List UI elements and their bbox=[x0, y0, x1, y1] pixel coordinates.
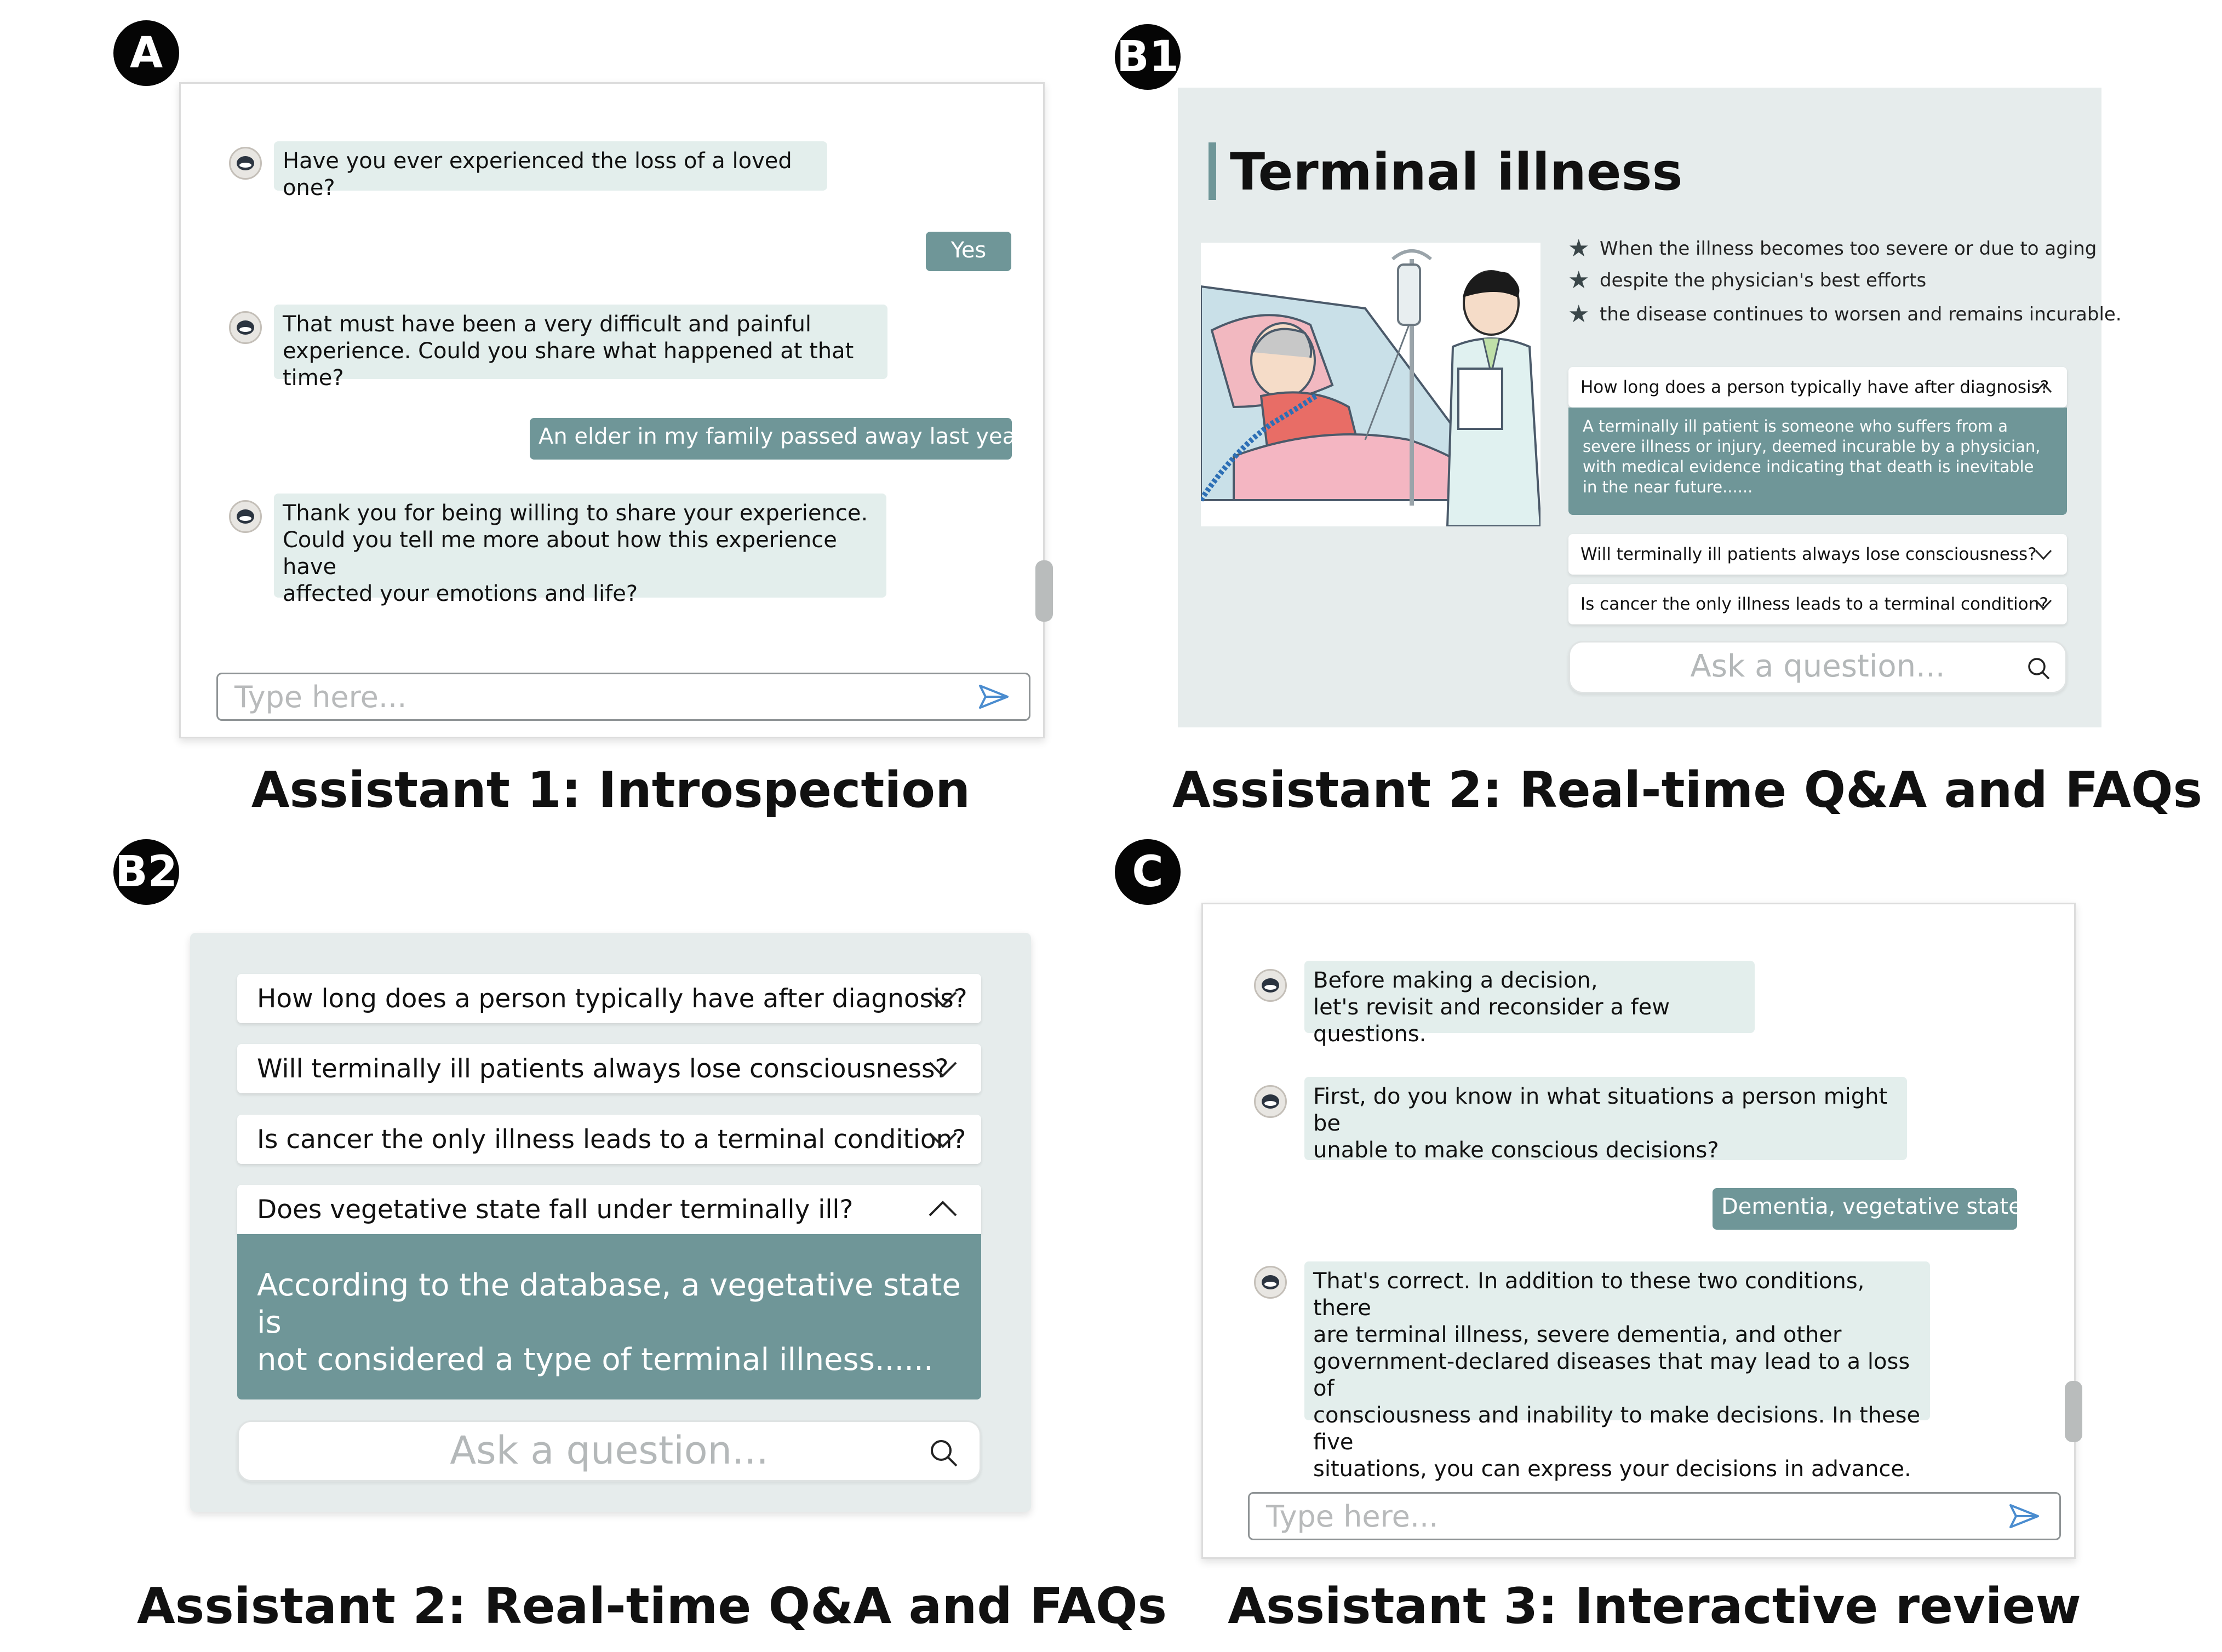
chat-input[interactable] bbox=[1248, 1492, 2061, 1540]
faq-question[interactable] bbox=[237, 1185, 981, 1234]
faq-question[interactable] bbox=[1568, 584, 2067, 624]
faq-question[interactable] bbox=[1568, 534, 2067, 575]
ask-question-placeholder: Ask a question... bbox=[1690, 649, 1945, 684]
panel-label-b1: B1 bbox=[1115, 24, 1181, 90]
ask-question-input[interactable] bbox=[1568, 641, 2067, 693]
assistant-message: First, do you know in what situations a person might be unable to make conscious decisions? bbox=[1304, 1077, 1907, 1160]
caption-assistant-1: Assistant 1: Introspection bbox=[251, 761, 971, 819]
page-title: Terminal illness bbox=[1230, 142, 1683, 202]
send-icon[interactable] bbox=[978, 682, 1010, 711]
review-chat-window bbox=[1201, 903, 2076, 1559]
chat-scrollbar[interactable] bbox=[2065, 1381, 2082, 1442]
chevron-down-icon bbox=[2034, 599, 2053, 611]
assistant-avatar bbox=[1254, 1266, 1287, 1299]
faq-answer: According to the database, a vegetative state is not considered a type of terminal illness...... bbox=[237, 1234, 981, 1399]
faq-question-label: Is cancer the only illness leads to a terminal condition? bbox=[257, 1124, 966, 1155]
faq-question-label: Will terminally ill patients always lose consciousness? bbox=[1580, 544, 2037, 564]
panel-label-a: A bbox=[113, 20, 179, 86]
chevron-down-icon bbox=[927, 990, 958, 1008]
chat-input-placeholder: Type here... bbox=[1266, 1499, 1439, 1534]
user-message: Dementia, vegetative state bbox=[1713, 1188, 2017, 1230]
faq-question-label: Does vegetative state fall under terminally ill? bbox=[257, 1194, 854, 1225]
ask-question-placeholder: Ask a question... bbox=[450, 1428, 769, 1473]
chevron-down-icon bbox=[927, 1060, 958, 1078]
assistant-message: That's correct. In addition to these two conditions, there are terminal illness, severe dementia, and other government-declared diseases that may lead to a loss of consciousness and inability to make decisions. In these five situations, you can express your decisions in advance. bbox=[1304, 1261, 1930, 1420]
chat-scrollbar[interactable] bbox=[1035, 560, 1053, 622]
faq-question[interactable] bbox=[237, 974, 981, 1023]
caption-assistant-3: Assistant 3: Interactive review bbox=[1228, 1578, 2081, 1635]
chevron-down-icon bbox=[2034, 549, 2053, 561]
faq-question[interactable] bbox=[237, 1044, 981, 1093]
assistant-message: Thank you for being willing to share your experience. Could you tell me more about how this experience have affected your emotions and life? bbox=[274, 494, 886, 598]
assistant-avatar bbox=[229, 147, 262, 180]
assistant-avatar bbox=[1254, 1085, 1287, 1118]
star-icon: ★ bbox=[1568, 300, 1590, 328]
search-icon[interactable] bbox=[929, 1438, 959, 1468]
faq-panel bbox=[190, 933, 1031, 1512]
panel-label-c: C bbox=[1115, 839, 1181, 905]
hospital-bed-illustration bbox=[1201, 243, 1540, 526]
user-message: Yes bbox=[926, 232, 1011, 271]
faq-question-label: How long does a person typically have after diagnosis? bbox=[1580, 377, 2049, 397]
user-message: An elder in my family passed away last year bbox=[530, 418, 1012, 460]
assistant-message: Have you ever experienced the loss of a loved one? bbox=[274, 141, 827, 191]
terminal-illness-panel bbox=[1178, 88, 2122, 727]
assistant-message: Before making a decision, let's revisit and reconsider a few questions. bbox=[1304, 961, 1755, 1033]
assistant-message: That must have been a very difficult and painful experience. Could you share what happened at that time? bbox=[274, 305, 887, 379]
send-icon[interactable] bbox=[2008, 1502, 2040, 1530]
introspection-chat-window bbox=[179, 82, 1045, 738]
faq-question[interactable] bbox=[1568, 367, 2067, 408]
ask-question-input[interactable] bbox=[237, 1420, 981, 1482]
assistant-avatar bbox=[1254, 969, 1287, 1002]
search-icon[interactable] bbox=[2027, 657, 2051, 681]
star-icon: ★ bbox=[1568, 266, 1590, 294]
chat-input-placeholder: Type here... bbox=[234, 679, 407, 714]
faq-answer: A terminally ill patient is someone who suffers from a severe illness or injury, deemed incurable by a physician, with medical evidence indicating that death is inevitable in the near future...... bbox=[1568, 408, 2067, 515]
faq-question-label: How long does a person typically have after diagnosis? bbox=[257, 983, 967, 1014]
panel-label-b2: B2 bbox=[113, 839, 179, 905]
chevron-up-icon bbox=[927, 1200, 958, 1218]
faq-question-label: Is cancer the only illness leads to a terminal condition? bbox=[1580, 594, 2048, 614]
chevron-down-icon bbox=[927, 1131, 958, 1149]
chevron-up-icon bbox=[2034, 382, 2053, 394]
faq-question[interactable] bbox=[237, 1115, 981, 1164]
assistant-avatar bbox=[229, 500, 262, 533]
info-bullet: ★ despite the physician's best efforts bbox=[1568, 266, 1927, 294]
info-bullet: ★ the disease continues to worsen and remains incurable. bbox=[1568, 300, 2122, 328]
caption-assistant-2-bottom: Assistant 2: Real-time Q&A and FAQs bbox=[137, 1578, 1167, 1635]
faq-question-label: Will terminally ill patients always lose consciousness? bbox=[257, 1053, 949, 1084]
assistant-avatar bbox=[229, 311, 262, 344]
caption-assistant-2-top: Assistant 2: Real-time Q&A and FAQs bbox=[1172, 761, 2203, 819]
star-icon: ★ bbox=[1568, 234, 1590, 262]
chat-input[interactable] bbox=[216, 673, 1030, 721]
title-accent-bar bbox=[1209, 142, 1216, 200]
info-bullet: ★ When the illness becomes too severe or due to aging bbox=[1568, 234, 2097, 262]
